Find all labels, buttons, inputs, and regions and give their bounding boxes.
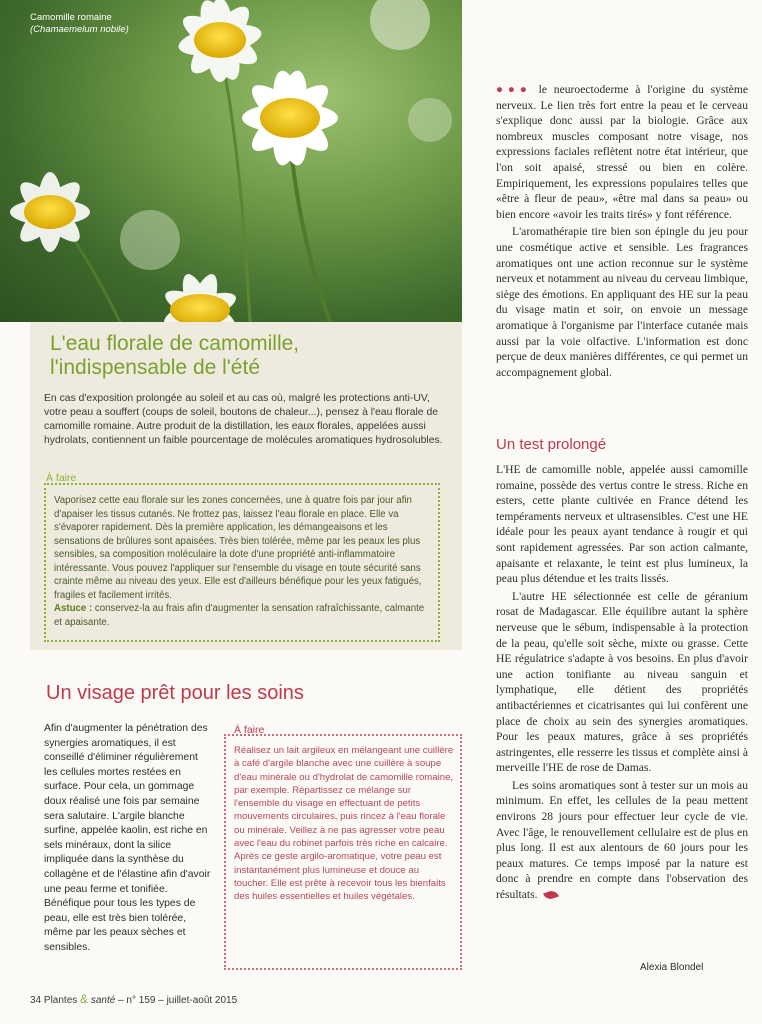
- subtitle-test: Un test prolongé: [496, 436, 607, 453]
- caption-latin-name: (Chamaemelum nobile): [30, 24, 129, 35]
- floral-water-intro: En cas d'exposition prolongée au soleil et au cas où, malgré les protections anti-UV, votre peau a souffert (coups de soleil, boutons de chaleur...), pensez à l'eau florale de camomille romaine. Autre produit de la distillation, les eaux florales, appelées aussi hydrolats, contiennent un faible pourcentage de molécules aromatiques hydrosolubles.: [44, 393, 443, 446]
- magazine-name-2: santé: [90, 995, 116, 1006]
- right-column-top: [496, 82, 748, 382]
- floral-water-title-line2: l'indispensable de l'été: [50, 356, 260, 379]
- page-footer: [30, 992, 237, 1006]
- afaire-text-2: Réalisez un lait argileux en mélangeant une cuillère à café d'argile blanche avec une cuillère à soupe d'eau minérale ou d'hydrolat de camomille romaine, par exemple. Répartissez ce mélange sur l'ensemble du visage en effectuant de petits mouvements circulaires, puis rincez à l'eau florale ou minérale. Veillez à ne pas agresser votre peau avec l'eau du robinet parfois très riche en calcaire. Après ce geste argilo-aromatique, votre peau est instantanément plus lumineuse et douce au toucher. Elle est prête à recevoir tous les bienfaits des huiles essentielles et huiles végétales.: [234, 745, 454, 903]
- paragraph-5: [496, 778, 748, 903]
- afaire-label-2: À faire: [234, 724, 265, 736]
- afaire-box-1: [44, 483, 440, 642]
- end-leaf-icon: [543, 889, 559, 901]
- tip-text: conservez-la au frais afin d'augmenter la sensation rafraîchissante, calmante et apaisante.: [54, 603, 425, 628]
- author-name: Alexia Blondel: [640, 962, 704, 973]
- magazine-name-1: Plantes: [43, 995, 78, 1006]
- floral-water-title: [50, 332, 350, 380]
- page-number: 34: [30, 995, 42, 1006]
- continuation-dots: ●●●: [496, 83, 532, 96]
- paragraph-5-text: Les soins aromatiques sont à tester sur un mois au minimum. En effet, les cellules de la peau mettent environs 28 jours pour effectuer leur cycle de vie. Avec l'âge, le renouvellement cellulaire est de plus en plus long. Il est aux alentours de 60 jours pour les peaux matures. Ce temps imposé par la nature est donc à prendre en compte dans l'observation des résultats.: [496, 778, 748, 902]
- right-column-bottom: [496, 462, 748, 905]
- chamomile-photo: [0, 0, 462, 322]
- afaire-box-2: [224, 734, 462, 970]
- paragraph-4: L'autre HE sélectionnée est celle de géranium rosat de Madagascar. Elle équilibre autant la sphère nerveuse que le sébum, indispensable à la protection de la peau, qu'elle soit sèche, mixte ou grasse. Cette HE régulatrice s'adapte à vos besoins. En plus d'avoir une action tonifiante au niveau sanguin et lymphatique, elle détient des propriétés antibactériennes et cicatrisantes qui lui confèrent une place de choix au sein des synergies aromatiques. Pour les peaux matures, grâce à ses propriétés astringentes, elle resserre les tissus et complète ainsi à merveille l'HE de rose de Damas.: [496, 589, 748, 775]
- paragraph-1: [496, 82, 748, 222]
- paragraph-2: L'aromathérapie tire bien son épingle du jeu pour une cosmétique active et sensible. Les fragrances aromatiques ont une action reconnue sur le système nerveux et notamment au niveau du cerveau limbique, siège des émotions. En appliquant des HE sur la peau du visage matin et soir, on envoie un message aromatique à l'organisme par l'interface cutanée mais aussi par la voie olfactive. L'information est donc perçue de deux manières différentes, ce qui permet un accompagnement global.: [496, 225, 748, 379]
- photo-caption: [30, 12, 129, 36]
- floral-water-title-line1: L'eau florale de camomille,: [50, 332, 300, 355]
- section2-title: Un visage prêt pour les soins: [46, 682, 304, 704]
- afaire-body-1: Vaporisez cette eau florale sur les zones concernées, une à quatre fois par jour afin d'apaiser les tissus cutanés. Ne frottez pas, laissez l'eau florale en place. Elle va s'évaporer rapidement. Dès la première application, les démangeaisons et les sensations de brûlures sont apaisées. Très bien tolérée, même par les peaux les plus sensibles, sa composition moléculaire la dote d'une propriété anti-inflammatoire intéressante. Vous pouvez l'appliquer sur l'ensemble du visage en toute sécurité sans crainte même au niveau des yeux. Elle est d'ailleurs bénéfique pour les yeux fatigués, fragiles et facilement irrités.: [54, 495, 422, 601]
- chamomile-illustration: [0, 0, 462, 322]
- paragraph-1-text: le neuroectoderme à l'origine du système nerveux. Le lien très fort entre la peau et le cerveau s'explique donc aussi par la biologie. Grâce aux nombreux muscles composant notre visage, nos expressions faciales reflètent notre état intérieur, que l'on soit apaisé, stressé ou bien en colère. Empiriquement, les expressions populaires telles que «être à fleur de peau», «être mal dans sa peau» ou bien encore «avoir les traits tirés» y font référence.: [496, 83, 748, 221]
- afaire-label-1: À faire: [46, 472, 77, 484]
- afaire-text-1: [54, 494, 434, 629]
- magazine-ampersand: &: [80, 992, 89, 1006]
- paragraph-3: L'HE de camomille noble, appelée aussi camomille romaine, possède des vertus contre le stress. Riche en esters, cette plante cultivée en France détend les tempéraments nerveux et ultrasensibles. C'est une HE idéale pour les peaux ayant tendance à rougir et qui sont rapidement agressées. Par son action calmante, apaisante et relaxante, le teint est plus lumineux, la peau plus détendue et les traits lissés.: [496, 463, 748, 586]
- issue-info: – n° 159 – juillet-août 2015: [118, 995, 238, 1006]
- section2-left-text: Afin d'augmenter la pénétration des synergies aromatiques, il est conseillé d'éliminer régulièrement les cellules mortes restées en surface. Pour cela, un gommage doux réalisé une fois par semaine sera salutaire. L'argile blanche surfine, appelée kaolin, est riche en sels minéraux, dont la silice impliquée dans la synthèse du collagène et de l'élastine afin d'avoir une peau ferme et tonifiée. Bénéfique pour tous les types de peau, elle est très bien tolérée, même par les peaux sèches et sensibles.: [44, 723, 211, 953]
- caption-common-name: Camomille romaine: [30, 12, 112, 23]
- tip-label: Astuce :: [54, 603, 93, 614]
